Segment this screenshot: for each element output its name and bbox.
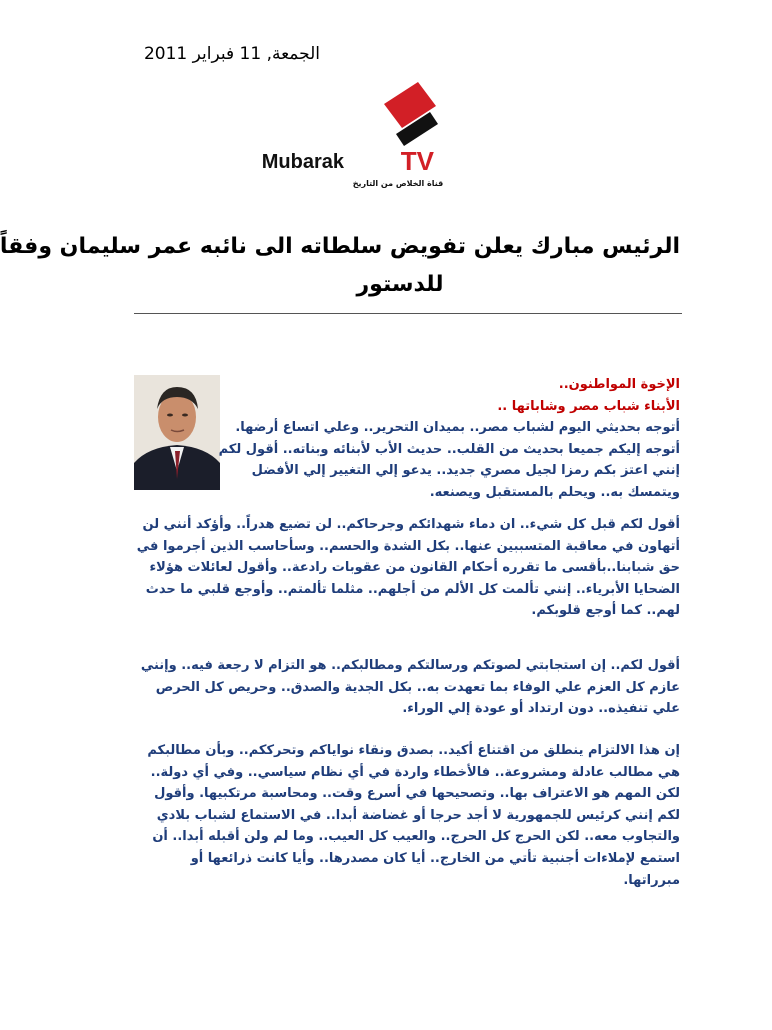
- intro-line: أتوجه إليكم جميعا بحديث من القلب.. حديث الأب لأبنائه وبناته.. أقول لكم: [218, 441, 680, 457]
- paragraph-line: لهم.. كما أوجع قلوبكم.: [531, 603, 680, 619]
- paragraph-line: أتهاون في معاقبة المتسببين عنها.. بكل الشدة والحسم.. وسأحاسب الذين أجرموا في: [136, 538, 680, 554]
- headline-line: للدستور: [356, 272, 444, 297]
- speech-intro: [220, 374, 680, 503]
- paragraph-line: أقول لكم.. إن استجابتي لصوتكم ورسالتكم ومطالبكم.. هو التزام لا رجعة فيه.. وإنني: [140, 658, 680, 673]
- paragraph-line: لكن المهم هو الاعتراف بها.. وتصحيحها في أسرع وقت.. ومحاسبة مرتكبيها. وأقول: [154, 786, 680, 802]
- speech-paragraph-2: [134, 514, 680, 622]
- logo-name-text: Mubarak: [261, 151, 344, 173]
- paragraph-line: علي تنفيذه.. دون ارتداد أو عودة إلي الوراء.: [402, 701, 680, 717]
- headline-line: الرئيس مبارك يعلن تفويض سلطاته الى نائبه عمر سليمان وفقاً: [0, 234, 680, 259]
- intro-line: إنني اعتز بكم رمزا لجيل مصري جديد.. يدعو إلي التغيير إلي الأفضل: [251, 463, 680, 478]
- paragraph-line: أقول لكم قبل كل شيء.. ان دماء شهدائكم وجرحاكم.. لن تضيع هدراً.. وأؤكد أنني لن: [142, 517, 680, 532]
- speaker-portrait-image: [134, 375, 220, 490]
- paragraph-line: هي مطالب عادلة ومشروعة.. فالأخطاء واردة في أي نظام سياسي.. وفي أي دولة..: [150, 764, 680, 780]
- greeting-line: الإخوة المواطنون..: [558, 377, 680, 392]
- paragraph-line: لكم إنني كرئيس للجمهورية لا أجد حرجا أو غضاضة أبدا.. في الاستماع لشباب بلادي: [156, 807, 680, 823]
- paragraph-line: والتجاوب معه.. لكن الحرج كل الحرج.. والعيب كل العيب.. وما لم ولن أقبله أبدا.. أن: [152, 829, 680, 845]
- intro-line: ويتمسك به.. ويحلم بالمستقبل ويصنعه.: [429, 484, 680, 500]
- greeting-line: الأبناء شباب مصر وشاباتها ..: [497, 398, 680, 414]
- speech-paragraph-3: [134, 655, 680, 720]
- headline: [0, 228, 680, 304]
- paragraph-line: حق شبابنا..بأقسى ما تقرره أحكام القانون من عقوبات رادعة.. وأقول لعائلات هؤلاء: [149, 560, 680, 576]
- paragraph-line: استمع لإملاءات أجنبية تأتي من الخارج.. أيا كان مصدرها.. وأيا كانت ذرائعها أو: [190, 850, 680, 866]
- logo-graphic: [261, 82, 480, 192]
- paragraph-line: مبرراتها.: [623, 872, 680, 888]
- paragraph-line: عازم كل العزم علي الوفاء بما تعهدت به.. بكل الجدية والصدق.. وحريص كل الحرص: [155, 679, 680, 695]
- mubarak-tv-logo: [261, 82, 480, 192]
- speaker-photo: [134, 375, 220, 490]
- speech-paragraph-4: [134, 740, 680, 891]
- paragraph-line: إن هذا الالتزام ينطلق من اقتناع أكيد.. بصدق ونقاء نواياكم وتحرككم.. وبأن مطالبكم: [147, 743, 680, 758]
- headline-divider: [134, 313, 682, 314]
- paragraph-line: الضحايا الأبرياء.. إنني تألمت كل الألم من أجلهم.. مثلما تألمتم.. وأوجع قلبي ما حدث: [145, 581, 680, 597]
- document-date: الجمعة, 11 فبراير 2011: [143, 44, 320, 64]
- logo-tagline: قناة الخلاص من التاريخ: [352, 179, 444, 188]
- logo-tv-text: TV: [400, 146, 434, 176]
- intro-line: أتوجه بحديثي اليوم لشباب مصر.. بميدان التحرير.. وعلي اتساع أرضها.: [235, 420, 680, 435]
